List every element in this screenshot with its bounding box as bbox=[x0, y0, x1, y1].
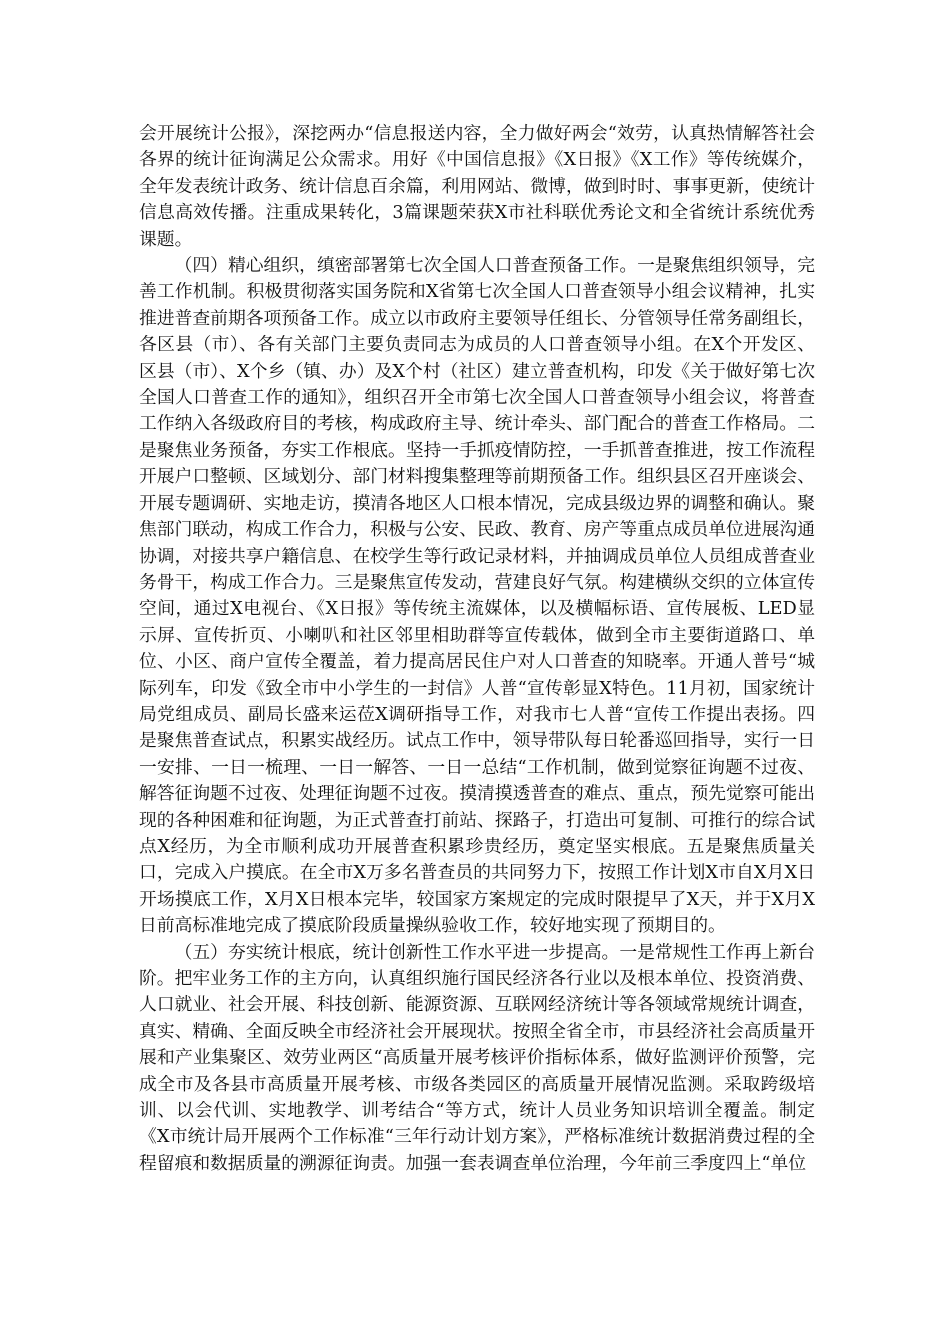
paragraph-census-preparation: （四）精心组织，缜密部署第七次全国人口普查预备工作。一是聚焦组织领导，完善工作机制。积极贯彻落实国务院和X省第七次全国人口普查领导小组会议精神，扎实推进普查前期各项预备工作。成立以市政府主要领导任组长、分管领导任常务副组长，各区县（市）、各有关部门主要负责同志为成员的人口普查领导小组。在X个开发区、区县（市）、X个乡（镇、办）及X个村（社区）建立普查机构，印发《关于做好第七次全国人口普查工作的通知》，组织召开全市第七次全国人口普查领导小组会议，将普查工作纳入各级政府目的考核，构成政府主导、统计牵头、部门配合的普查工作格局。二是聚焦业务预备，夯实工作根底。坚持一手抓疫情防控，一手抓普查推进，按工作流程开展户口整顿、区域划分、部门材料搜集整理等前期预备工作。组织县区召开座谈会、开展专题调研、实地走访，摸清各地区人口根本情况，完成县级边界的调整和确认。聚焦部门联动，构成工作合力，积极与公安、民政、教育、房产等重点成员单位进展沟通协调，对接共享户籍信息、在校学生等行政记录材料，并抽调成员单位人员组成普查业务骨干，构成工作合力。三是聚焦宣传发动，营建良好气氛。构建横纵交织的立体宣传空间，通过X电视台、《X日报》等传统主流媒体，以及横幅标语、宣传展板、LED显示屏、宣传折页、小喇叭和社区邻里相助群等宣传载体，做到全市主要街道路口、单位、小区、商户宣传全覆盖，着力提高居民住户对人口普查的知晓率。开通人普号“城际列车，印发《致全市中小学生的一封信》人普“宣传彰显X特色。11月初，国家统计局党组成员、副局长盛来运莅X调研指导工作，对我市七人普“宣传工作提出表扬。四是聚焦普查试点，积累实战经历。试点工作中，领导带队每日轮番巡回指导，实行一日一安排、一日一梳理、一日一解答、一日一总结“工作机制，做到觉察征询题不过夜、解答征询题不过夜、处理征询题不过夜。摸清摸透普查的难点、重点，预先觉察可能出现的各种困难和征询题，为正式普查打前站、探路子，打造出可复制、可推行的综合试点X经历，为全市顺利成功开展普查积累珍贵经历，奠定坚实根底。五是聚焦质量关口，完成入户摸底。在全市X万多名普查员的共同努力下，按照工作计划X市自X月X日开场摸底工作，X月X日根本完毕，较国家方案规定的完成时限提早了X天，并于X月X日前高标准地完成了摸底阶段质量操纵验收工作，较好地实现了预期目的。 bbox=[139, 255, 815, 937]
paragraph-statistics-foundation: （五）夯实统计根底，统计创新性工作水平进一步提高。一是常规性工作再上新台阶。把牢业务工作的主方向，认真组织施行国民经济各行业以及根本单位、投资消费、人口就业、社会开展、科技创新、能源资源、互联网经济统计等各领域常规统计调查，真实、精确、全面反映全市经济社会开展现状。按照全省全市，市县经济社会高质量开展和产业集聚区、效劳业两区“高质量开展考核评价指标体系，做好监测评价预警，完成全市及各县市高质量开展考核、市级各类园区的高质量开展情况监测。采取跨级培训、以会代训、实地教学、训考结合“等方式，统计人员业务知识培训全覆盖。制定《X市统计局开展两个工作标准“三年行动计划方案》，严格标准统计数据消费过程的全程留痕和数据质量的溯源征询责。加强一套表调查单位治理，今年前三季度四上“单位 bbox=[139, 941, 815, 1174]
paragraph-continued: 会开展统计公报》，深挖两办“信息报送内容，全力做好两会“效劳，认真热情解答社会各界的统计征询满足公众需求。用好《中国信息报》《X日报》《X工作》等传统媒介，全年发表统计政务、统计信息百余篇，利用网站、微博，做到时时、事事更新，使统计信息高效传播。注重成果转化，3篇课题荣获X市社科联优秀论文和全省统计系统优秀课题。 bbox=[139, 123, 815, 250]
document-page bbox=[139, 121, 815, 1177]
